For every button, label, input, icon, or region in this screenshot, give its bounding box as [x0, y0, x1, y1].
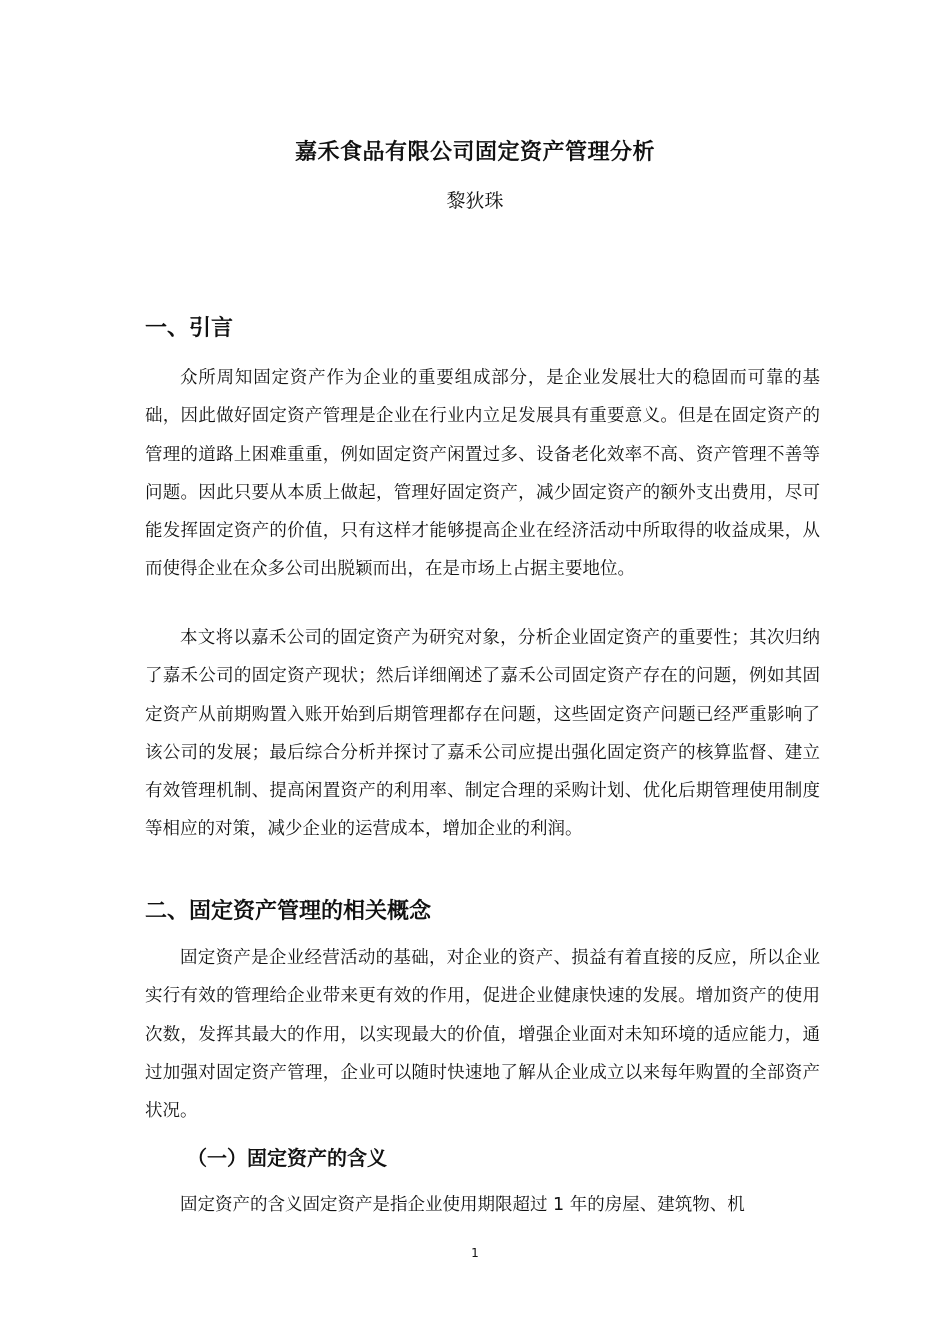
- concepts-paragraph-1: 固定资产是企业经营活动的基础，对企业的资产、损益有着直接的反应，所以企业实行有效的管理给企业带来更有效的作用，促进企业健康快速的发展。增加资产的使用次数，发挥其最大的作用，以实现最大的价值，增强企业面对未知环境的适应能力，通过加强对固定资产管理，企业可以随时快速地了解从企业成立以来每年购置的全部资产状况。: [145, 948, 820, 1122]
- document-title: 嘉禾食品有限公司固定资产管理分析: [294, 140, 655, 165]
- subsection-heading-fixed-asset-meaning: （一）固定资产的含义: [187, 1146, 387, 1170]
- introduction-paragraph-1: 众所周知固定资产作为企业的重要组成部分，是企业发展壮大的稳固而可靠的基础，因此做好固定资产管理是企业在行业内立足发展具有重要意义。但是在固定资产的管理的道路上困难重重，例如固定资产闲置过多、设备老化效率不高、资产管理不善等问题。因此只要从本质上做起，管理好固定资产，减少固定资产的额外支出费用，尽可能发挥固定资产的价值，只有这样才能够提高企业在经济活动中所取得的收益成果，从而使得企业在众多公司出脱颖而出，在是市场上占据主要地位。: [145, 368, 820, 580]
- document-author: 黎狄珠: [446, 190, 504, 212]
- fixed-asset-meaning-paragraph: 固定资产的含义固定资产是指企业使用期限超过 1 年的房屋、建筑物、机: [180, 1195, 745, 1215]
- section-heading-introduction: 一、引言: [145, 316, 234, 341]
- introduction-paragraph-2: 本文将以嘉禾公司的固定资产为研究对象，分析企业固定资产的重要性；其次归纳了嘉禾公司的固定资产现状；然后详细阐述了嘉禾公司固定资产存在的问题，例如其固定资产从前期购置入账开始到后期管理都存在问题，这些固定资产问题已经严重影响了该公司的发展；最后综合分析并探讨了嘉禾公司应提出强化固定资产的核算监督、建立有效管理机制、提高闲置资产的利用率、制定合理的采购计划、优化后期管理使用制度等相应的对策，减少企业的运营成本，增加企业的利润。: [145, 628, 820, 840]
- page-number: 1: [471, 1246, 479, 1260]
- section-heading-concepts: 二、固定资产管理的相关概念: [145, 899, 432, 924]
